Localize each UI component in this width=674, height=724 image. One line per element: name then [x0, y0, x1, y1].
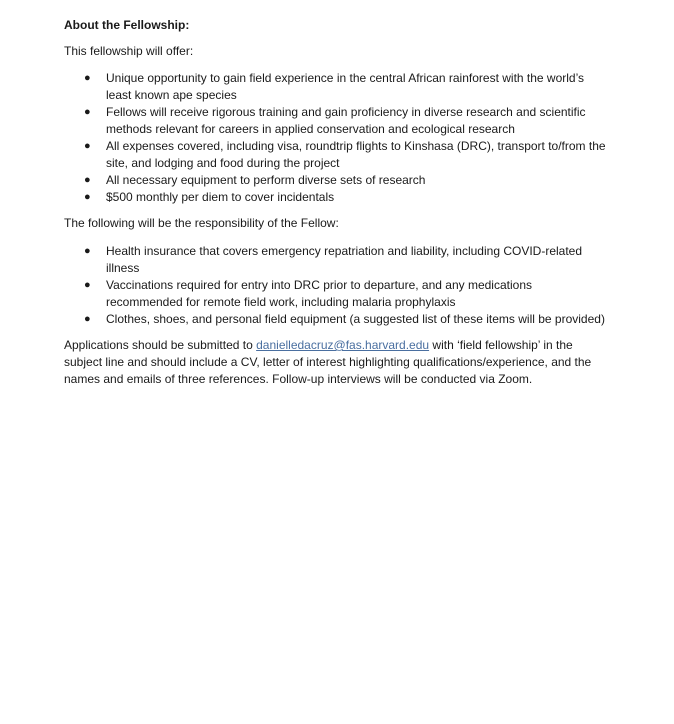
responsibility-intro: The following will be the responsibility of the Fellow: [64, 216, 339, 230]
application-text-after: with ‘field fellowship’ in the subject line and should include a CV, letter of interest highlighting qualifications/experience, and the names and emails of three references. Follow-up interviews will be conducted via Zoom. [64, 338, 592, 386]
bullet-icon: ● [84, 72, 91, 84]
responsibility-item-text: Vaccinations required for entry into DRC prior to departure, and any medications recommended for remote field work, including malaria prophylaxis [106, 278, 532, 309]
offer-item [64, 138, 609, 172]
bullet-icon: ● [84, 140, 91, 152]
offer-item-text: Fellows will receive rigorous training and gain proficiency in diverse research and scientific methods relevant for careers in applied conservation and ecological research [106, 105, 586, 136]
offer-list [64, 70, 609, 206]
bullet-icon: ● [84, 245, 91, 257]
responsibility-item-text: Clothes, shoes, and personal field equipment (a suggested list of these items will be provided) [106, 312, 605, 326]
offer-item-text: Unique opportunity to gain field experience in the central African rainforest with the world’s least known ape species [106, 71, 585, 102]
responsibility-item [64, 243, 609, 277]
responsibility-item [64, 311, 609, 328]
bullet-icon: ● [84, 106, 91, 118]
offer-intro: This fellowship will offer: [64, 44, 194, 58]
offer-item [64, 189, 609, 206]
section-heading: About the Fellowship: [64, 18, 190, 32]
responsibility-list [64, 243, 609, 328]
bullet-icon: ● [84, 191, 91, 203]
email-link[interactable]: danielledacruz@fas.harvard.edu [256, 338, 430, 352]
offer-item-text: All expenses covered, including visa, roundtrip flights to Kinshasa (DRC), transport to/from the site, and lodging and food during the project [106, 139, 606, 170]
bullet-icon: ● [84, 174, 91, 186]
offer-item [64, 172, 609, 189]
offer-item-text: All necessary equipment to perform diverse sets of research [106, 173, 426, 187]
application-instructions [64, 337, 609, 388]
bullet-icon: ● [84, 279, 91, 291]
responsibility-item [64, 277, 609, 311]
responsibility-item-text: Health insurance that covers emergency repatriation and liability, including COVID-related illness [106, 244, 583, 275]
fellowship-section [64, 17, 609, 388]
offer-item [64, 70, 609, 104]
offer-item [64, 104, 609, 138]
application-text-before: Applications should be submitted to [64, 338, 257, 352]
bullet-icon: ● [84, 313, 91, 325]
offer-item-text: $500 monthly per diem to cover incidentals [106, 190, 335, 204]
